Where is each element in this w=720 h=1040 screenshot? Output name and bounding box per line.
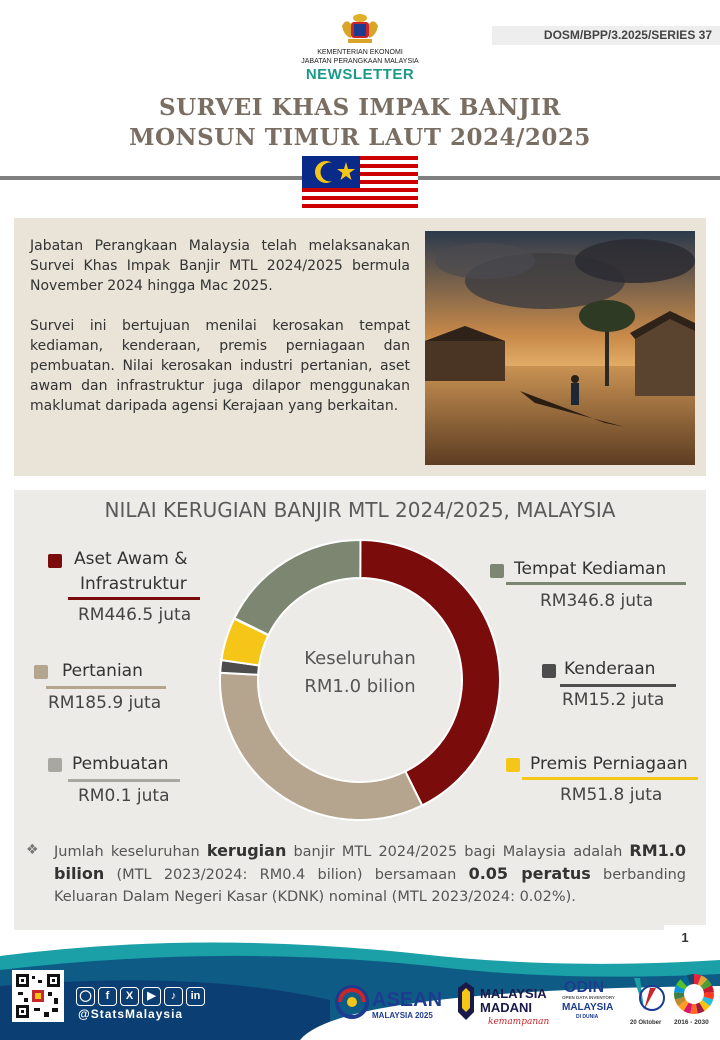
intro-text (30, 236, 410, 436)
flag-stripe (302, 204, 418, 208)
tempat-kediaman-swatch (490, 564, 504, 578)
flag-stripe (302, 208, 418, 212)
facebook-icon[interactable]: f (98, 987, 117, 1006)
pembuatan-value: RM0.1 juta (78, 786, 170, 806)
sdg-wheel-logo (672, 972, 716, 1028)
note-bold-2: RM1.0 bilion (54, 841, 686, 883)
losses-title: NILAI KERUGIAN BANJIR MTL 2024/2025, MALAYSIA (104, 498, 616, 522)
donut-center-value: RM1.0 bilion (304, 676, 416, 697)
pertanian-underline (46, 686, 166, 689)
donut-slice-aset-awam-infrastruktur (360, 540, 500, 805)
pertanian-label: Pertanian (62, 661, 143, 681)
ministry-name (280, 48, 440, 66)
madani-tag: kemampanan (488, 1017, 550, 1027)
tiktok-icon[interactable]: ♪ (164, 987, 183, 1006)
aset-awam-underline (68, 597, 200, 600)
note-text-3: (MTL 2023/2024: RM0.4 bilion) bersamaan (104, 867, 469, 883)
odin-line-3: DI DUNIA (576, 1014, 599, 1020)
tempat-kediaman-underline (506, 582, 686, 585)
premis-perniagaan-swatch (506, 758, 520, 772)
linkedin-icon[interactable]: in (186, 987, 205, 1006)
odin-line-1: OPEN DATA INVENTORY (562, 995, 615, 1000)
youtube-icon[interactable]: ▶ (142, 987, 161, 1006)
social-handle[interactable]: @StatsMalaysia (78, 1007, 184, 1021)
sdg-years: 2016 - 2030 (674, 1019, 709, 1026)
premis-perniagaan-underline (522, 777, 698, 780)
stats-day-date: 20 Oktober (630, 1020, 662, 1026)
note-text-4: berbanding Keluaran Dalam Negeri Kasar (KDNK) nominal (MTL 2023/2024: 0.02%). (54, 867, 686, 905)
malaysia-madani-logo (452, 978, 554, 1028)
odin-line-2: MALAYSIA (562, 1002, 614, 1013)
aset-awam-label-1: Aset Awam & (74, 549, 188, 569)
kenderaan-swatch (542, 664, 556, 678)
ministry-line-2: JABATAN PERANGKAAN MALAYSIA (301, 58, 419, 65)
kenderaan-label: Kenderaan (564, 659, 656, 679)
bullet-diamond-icon: ❖ (26, 842, 39, 858)
premis-perniagaan-value: RM51.8 juta (560, 785, 663, 805)
x-icon[interactable]: X (120, 987, 139, 1006)
note-bold-3: 0.05 peratus (468, 864, 591, 883)
series-code: DOSM/BPP/3.2025/SERIES 37 (492, 26, 720, 45)
intro-paragraph-2: Survei ini bertujuan menilai kerosakan tempat kediaman, kenderaan, premis perniagaan dan pembuatan. Nilai kerosakan industri pertanian, aset awam dan infrastruktur juga dilapor menggunakan maklumat daripada agensi Kerajaan yang berkaitan. (30, 318, 410, 414)
pertanian-swatch (34, 665, 48, 679)
pembuatan-swatch (48, 758, 62, 772)
flag-stripe (302, 188, 418, 192)
madani-line-1: MALAYSIA (480, 986, 547, 1001)
page-number: 1 (664, 925, 706, 951)
aset-awam-label-2: Infrastruktur (80, 574, 187, 594)
flag-stripe (302, 200, 418, 204)
asean-name: ASEAN (372, 989, 443, 1011)
title-line-1: SURVEI KHAS IMPAK BANJIR (158, 94, 562, 121)
world-statistics-day-logo (628, 974, 668, 1030)
odin-logo (558, 976, 624, 1028)
note-text-1: Jumlah keseluruhan (54, 844, 207, 860)
intro-paragraph-1: Jabatan Perangkaan Malaysia telah melaksanakan Survei Khas Impak Banjir MTL 2024/2025 bermula November 2024 hingga Mac 2025. (30, 238, 410, 294)
pembuatan-underline (68, 779, 180, 782)
summary-note (54, 840, 686, 908)
premis-perniagaan-label: Premis Perniagaan (530, 754, 688, 774)
donut-slice-pertanian (234, 540, 360, 635)
qr-code-icon[interactable] (12, 970, 64, 1022)
title-line-2: MONSUN TIMUR LAUT 2024/2025 (129, 124, 591, 151)
tempat-kediaman-label: Tempat Kediaman (514, 559, 667, 579)
asean-malaysia-2025-logo (334, 978, 446, 1026)
flag-stripe (302, 196, 418, 200)
flood-photo (425, 231, 695, 465)
flag-stripe (302, 192, 418, 196)
note-text-2: banjir MTL 2024/2025 bagi Malaysia adalah (286, 844, 630, 860)
coat-of-arms-icon (338, 12, 382, 46)
madani-line-2: MADANI (480, 1000, 532, 1015)
donut-center-label: Keseluruhan (304, 648, 416, 669)
ministry-line-1: KEMENTERIAN EKONOMI (317, 49, 403, 56)
malaysia-flag-icon (302, 156, 418, 212)
note-bold-1: kerugian (206, 841, 287, 860)
odin-name: ODIN (564, 979, 604, 996)
kenderaan-value: RM15.2 juta (562, 690, 665, 710)
kenderaan-underline (560, 684, 676, 687)
aset-awam-swatch (48, 554, 62, 568)
newsletter-label: NEWSLETTER (305, 66, 415, 83)
pertanian-value: RM185.9 juta (48, 693, 162, 713)
instagram-icon[interactable]: ◯ (76, 987, 95, 1006)
asean-sub: MALAYSIA 2025 (372, 1011, 433, 1020)
tempat-kediaman-value: RM346.8 juta (540, 591, 654, 611)
aset-awam-value: RM446.5 juta (78, 605, 192, 625)
pembuatan-label: Pembuatan (72, 754, 169, 774)
social-icons (76, 984, 208, 1006)
